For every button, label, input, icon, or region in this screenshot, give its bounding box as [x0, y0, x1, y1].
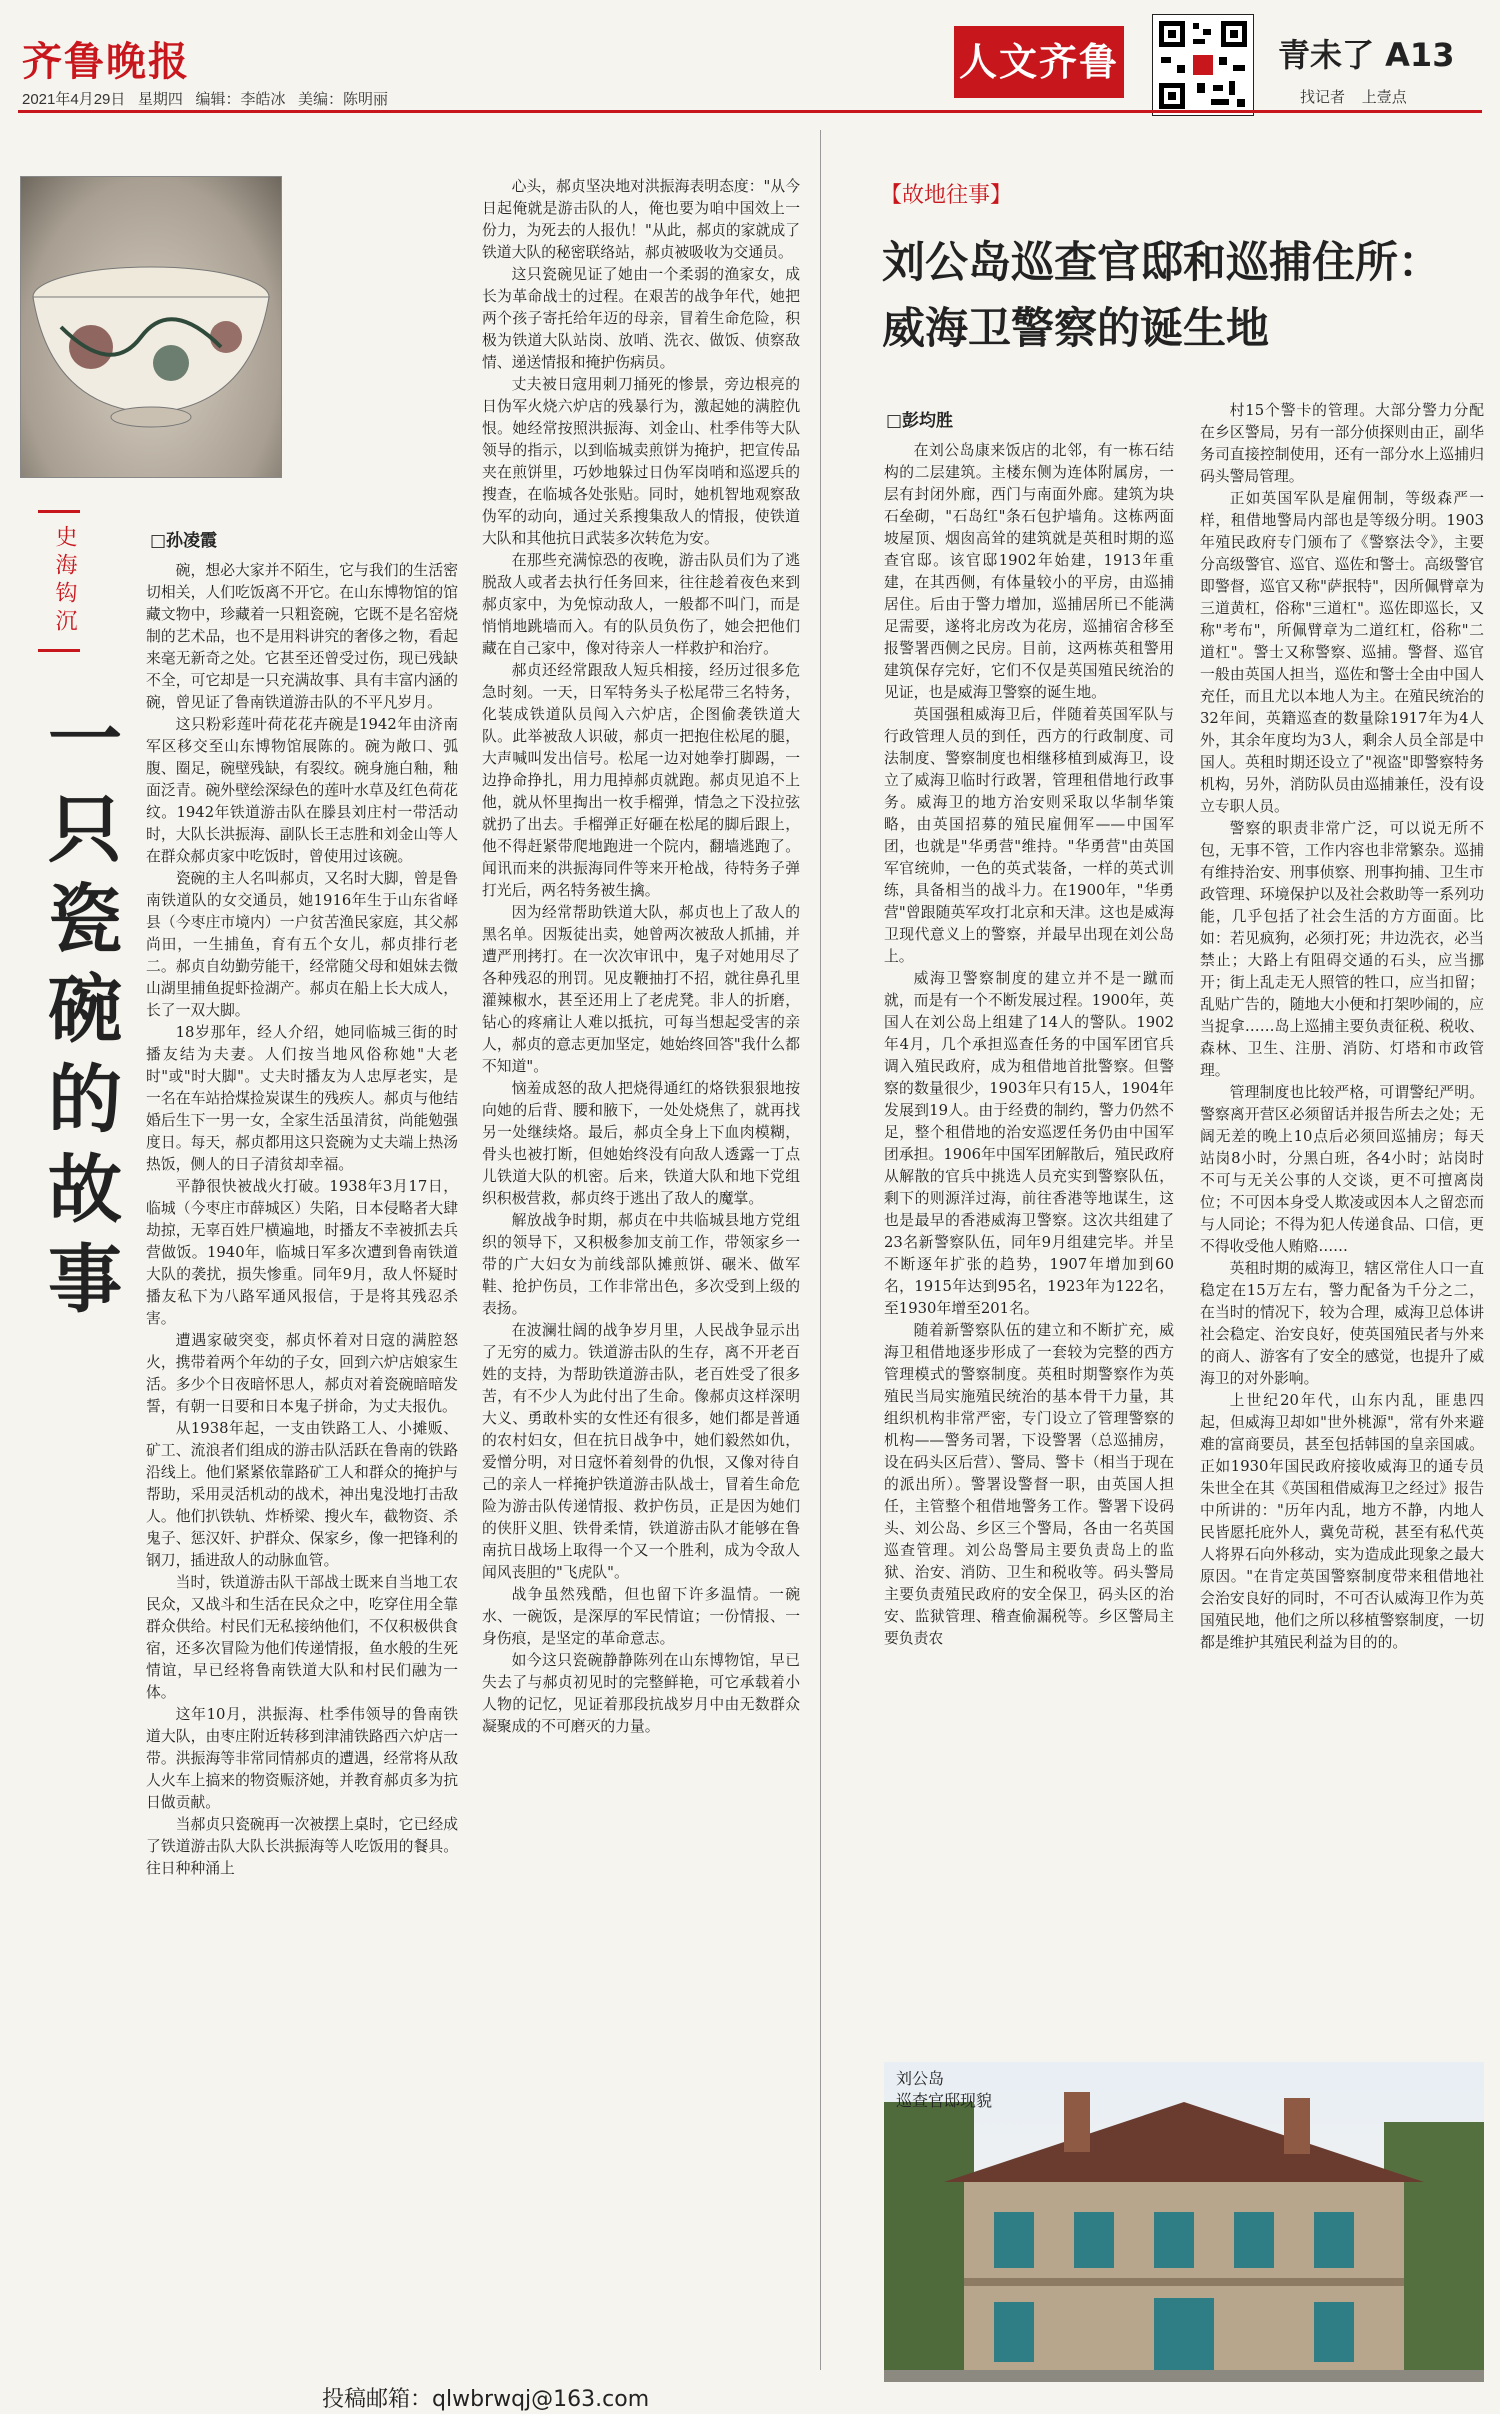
paragraph: 警察的职责非常广泛，可以说无所不包，无事不管，工作内容也非常繁杂。巡捕有维持治安、刑事侦察、刑事拘捕、卫生市政管理、环境保护以及社会救助等一系列功能，几乎包括了社会生活的方方面面。比如：若见疯狗，必须打死；井边洗衣，必当禁止；大路上有阻碍交通的石头，应当挪开；街上乱走无人照管的牲口，应当扣留；乱贴广告的，随地大小便和打架吵闹的，应当捉拿……岛上巡捕主要负责征税、税收、森林、卫生、注册、消防、灯塔和市政管理。 — [1200, 820, 1484, 1079]
title-line-2: 威海卫警察的诞生地 — [882, 304, 1269, 354]
caption-line-2: 巡查官邸现貌 — [896, 2091, 993, 2110]
paragraph: 如今这只瓷碗静静陈列在山东博物馆，早已失去了与郝贞初见时的完整鲜艳，可它承载着小人物的记忆，见证着那段抗战岁月中由无数群众凝聚成的不可磨灭的力量。 — [482, 1652, 800, 1735]
dateline — [22, 88, 388, 109]
right-article-column-2 — [1200, 400, 1484, 1654]
paragraph: 在波澜壮阔的战争岁月里，人民战争显示出了无穷的威力。铁道游击队的生存，离不开老百姓的支持，为帮助铁道游击队，老百姓受了很多苦，有不少人为此付出了生命。像郝贞这样深明大义、勇敢朴实的女性还有很多，她们都是普通的农村妇女，但在抗日战争中，她们毅然如仇，爱憎分明，对日寇怀着刻骨的仇恨，又像对待自己的亲人一样掩护铁道游击队战士，冒着生命危险为游击队传递情报、救护伤员，正是因为她们的侠肝义胆、铁骨柔情，铁道游击队才能够在鲁南抗日战场上取得一个又一个胜利，成为令敌人闻风丧胆的"飞虎队"。 — [482, 1322, 800, 1581]
paragraph: 英国强租威海卫后，伴随着英国军队与行政管理人员的到任，西方的行政制度、司法制度、警察制度也相继移植到威海卫，设立了威海卫临时行政署，管理租借地行政事务。威海卫的地方治安则采取以华制华策略，由英国招募的殖民雇佣军——中国军团，也就是"华勇营"维持。"华勇营"由英国军官统帅，一色的英式装备，一样的英式训练，具备相当的战斗力。在1900年，"华勇营"曾跟随英军攻打北京和天津。这也是威海卫现代意义上的警察，并最早出现在刘公岛上。 — [884, 706, 1174, 965]
qr-code-icon[interactable] — [1152, 14, 1254, 116]
left-article-column-1 — [146, 560, 458, 1880]
porcelain-bowl-photo — [20, 176, 282, 478]
caption-line-1: 刘公岛 — [896, 2069, 945, 2088]
weekday: 星期四 — [137, 91, 183, 108]
author-byline-right: □彭均胜 — [886, 411, 954, 431]
designer: 美编：陈明丽 — [297, 91, 388, 108]
title-line-1: 刘公岛巡查官邸和巡捕住所： — [882, 238, 1441, 288]
submission-email[interactable]: 投稿邮箱：qlwbrwqj@163.com — [322, 2387, 650, 2412]
paragraph: 这只粉彩莲叶荷花花卉碗是1942年由济南军区移交至山东博物馆展陈的。碗为敞口、弧腹、圈足，碗壁残缺，有裂纹。碗身施白釉，釉面泛青。碗外壁绘深绿色的莲叶水草及红色荷花纹。1942年铁道游击队在滕县刘庄村一带活动时，大队长洪振海、副队长王志胜和刘金山等人在群众郝贞家中吃饭时，曾使用过该碗。 — [146, 716, 458, 865]
paragraph: 碗，想必大家并不陌生，它与我们的生活密切相关，人们吃饭离不开它。在山东博物馆的馆藏文物中，珍藏着一只粗瓷碗，它既不是名窑烧制的艺术品，也不是用料讲究的奢侈之物，看起来毫无新奇之处。它甚至还曾受过伤，现已残缺不全，可它却是一只充满故事、具有丰富内涵的碗，曾见证了鲁南铁道游击队的不平凡岁月。 — [146, 562, 458, 711]
article-title: 一只瓷碗的故事 — [36, 700, 122, 1330]
paragraph: 上世纪20年代，山东内乱，匪患四起，但威海卫却如"世外桃源"，常有外来避难的富商要员，甚至包括韩国的皇亲国戚。正如1930年国民政府接收威海卫的通专员朱世全在其《英国租借威海卫之经过》报告中所讲的："历年内乱，地方不静，内地人民皆愿托庇外人，冀免苛税，甚至有私代英人将界石向外移动，实为造成此现象之最大原因。"在肯定英国警察制度带来租借地社会治安良好的同时，不可否认威海卫作为英国殖民地，他们之所以移植警察制度，一切都是维护其殖民利益为目的的。 — [1200, 1392, 1484, 1651]
paragraph: 这只瓷碗见证了她由一个柔弱的渔家女，成长为革命战士的过程。在艰苦的战争年代，她把两个孩子寄托给年迈的母亲，冒着生命危险，积极为铁道大队站岗、放哨、洗衣、做饭、侦察敌情、递送情报和掩护伤病员。 — [482, 266, 800, 371]
section-title: 人文齐鲁 — [954, 26, 1124, 98]
paragraph: 在刘公岛康来饭店的北邻，有一栋石结构的二层建筑。主楼东侧为连体附属房，一层有封闭外廊，西门与南面外廊。建筑为块石垒砌，"石岛红"条石包护墙角。这栋两面坡屋顶、烟囱高耸的建筑就是英租时期的巡查官邸。该官邸1902年始建，1913年重建，在其西侧，有体量较小的平房，由巡捕居住。后由于警力增加，巡捕居所已不能满足需要，遂将北房改为花房，巡捕宿舍移至报警署西侧之民房。目前，这两栋英租警用建筑保存完好，它们不仅是英国殖民统治的见证，也是威海卫警察的诞生地。 — [884, 442, 1174, 701]
paragraph: 瓷碗的主人名叫郝贞，又名时大脚，曾是鲁南铁道队的女交通员，她1916年生于山东省峄县（今枣庄市境内）一户贫苦渔民家庭，其父郝尚田，一生捕鱼，育有五个女儿，郝贞排行老二。郝贞自幼勤劳能干，经常随父母和姐妹去微山湖里捕鱼捉虾捡湖产。郝贞在船上长大成人，长了一双大脚。 — [146, 870, 458, 1019]
staff-line: 找记者 上壹点 — [1300, 88, 1407, 106]
paragraph: 随着新警察队伍的建立和不断扩充，威海卫租借地逐步形成了一套较为完整的西方管理模式的警察制度。英租时期警察作为英殖民当局实施殖民统治的基本骨干力量，其组织机构非常严密，专门设立了管理警察的机构——警务司署，下设警署（总巡捕房，设在码头区后营）、警局、警卡（相当于现在的派出所）。警署设警督一职，由英国人担任，主管整个租借地警务工作。警署下设码头、刘公岛、乡区三个警局，各由一名英国巡查管理。刘公岛警局主要负责岛上的监狱、治安、消防、卫生和税收等。码头警局主要负责殖民政府的安全保卫，码头区的治安、监狱管理、稽查偷漏税等。乡区警局主要负责农 — [884, 1322, 1174, 1647]
paragraph: 当时，铁道游击队干部战士既来自当地工农民众，又战斗和生活在民众之中，吃穿住用全靠群众供给。村民们无私接纳他们，不仅积极供食宿，还多次冒险为他们传递情报，鱼水般的生死情谊，早已经将鲁南铁道大队和村民们融为一体。 — [146, 1574, 458, 1701]
right-article-column-1 — [884, 440, 1174, 1650]
paragraph: 在那些充满惊恐的夜晚，游击队员们为了逃脱敌人或者去执行任务回来，往往趁着夜色来到郝贞家中，为免惊动敌人，一般都不叫门，而是悄悄地跳墙而入。有的队员负伤了，她会把他们藏在自己家中，像对待亲人一样救护和治疗。 — [482, 552, 800, 657]
date: 2021年4月29日 — [22, 91, 126, 108]
photo-caption — [896, 2068, 992, 2112]
left-article-column-2 — [482, 176, 800, 1738]
paragraph: 心头，郝贞坚决地对洪振海表明态度："从今日起俺就是游击队的人，俺也要为咱中国效上一份力，为死去的人报仇！"从此，郝贞的家就成了铁道大队的秘密联络站，郝贞被吸收为交通员。 — [482, 178, 800, 261]
column-tag: 史海钩沉 — [38, 510, 80, 652]
qr-label: 青未了 — [1278, 36, 1375, 74]
paragraph: 恼羞成怒的敌人把烧得通红的烙铁狠狠地按向她的后背、腰和腋下，一处处烧焦了，就再找另一处继续烙。最后，郝贞全身上下血肉模糊，骨头也被打断，但她始终没有向敌人透露一丁点儿铁道大队的机密。后来，铁道大队和地下党组织积极营救，郝贞终于逃出了敌人的魔掌。 — [482, 1080, 800, 1207]
paragraph: 战争虽然残酷，但也留下许多温情。一碗水、一碗饭，是深厚的军民情谊；一份情报、一身伤痕，是坚定的革命意志。 — [482, 1586, 800, 1647]
column-tag-right: 【故地往事】 — [880, 183, 1013, 208]
paragraph: 当郝贞只瓷碗再一次被摆上桌时，它已经成了铁道游击队大队长洪振海等人吃饭用的餐具。往日种种涌上 — [146, 1816, 458, 1877]
paragraph: 解放战争时期，郝贞在中共临城县地方党组织的领导下，又积极参加支前工作，带领家乡一带的广大妇女为前线部队摊煎饼、碾米、做军鞋、抢护伤员，工作非常出色，多次受到上级的表扬。 — [482, 1212, 800, 1317]
paragraph: 遭遇家破突变，郝贞怀着对日寇的满腔怒火，携带着两个年幼的子女，回到六炉店娘家生活。多少个日夜暗怀思人，郝贞对着瓷碗暗暗发誓，有朝一日要和日本鬼子拼命，为丈夫报仇。 — [146, 1332, 458, 1415]
page-label — [1278, 30, 1454, 76]
editor: 编辑：李皓冰 — [195, 91, 286, 108]
paragraph: 18岁那年，经人介绍，她同临城三街的时播友结为夫妻。人们按当地风俗称她"大老时"或"时大脚"。丈夫时播友为人忠厚老实，是一名在车站拾煤捡炭谋生的残疾人。郝贞与他结婚后生下一男一女，全家生活虽清贫，尚能勉强度日。每天，郝贞都用这只瓷碗为丈夫端上热汤热饭，侧人的日子清贫却幸福。 — [146, 1024, 458, 1173]
paragraph: 郝贞还经常跟敌人短兵相接，经历过很多危急时刻。一天，日军特务头子松尾带三名特务，化装成铁道队员闯入六炉店，企图偷袭铁道大队。此举被敌人识破，郝贞一把抱住松尾的腿，大声喊叫发出信号。松尾一边对她拳打脚踢，一边挣命挣扎，用力甩掉郝贞就跑。郝贞见追不上他，就从怀里掏出一枚手榴弹，情急之下没拉弦就扔了出去。手榴弹正好砸在松尾的脚后跟上，他不得赶紧带爬地跑进一个院内，翻墙逃跑了。闻讯而来的洪振海同件等来开枪战，待特务子弹打光后，两名特务被生擒。 — [482, 662, 800, 899]
newspaper-logo: 齐鲁晚报 — [22, 38, 190, 85]
page-number: A13 — [1385, 36, 1455, 74]
paragraph: 这年10月，洪振海、杜季伟领导的鲁南铁道大队，由枣庄附近转移到津浦铁路西六炉店一带。洪振海等非常同情郝贞的遭遇，经常将从敌人火车上搞来的物资赈济她，并教育郝贞多为抗日做贡献。 — [146, 1706, 458, 1811]
paragraph: 村15个警卡的管理。大部分警力分配在乡区警局，另有一部分侦探则由正，副华务司直接控制使用，还有一部分水上巡捕归码头警局管理。 — [1200, 402, 1484, 485]
paragraph: 从1938年起，一支由铁路工人、小摊贩、矿工、流浪者们组成的游击队活跃在鲁南的铁路沿线上。他们紧紧依靠路矿工人和群众的掩护与帮助，采用灵活机动的战术，神出鬼没地打击敌人。他们扒铁轨、炸桥梁、搜火车，截物资、杀鬼子、惩汉奸、护群众、保家乡，像一把锋利的钢刀，插进敌人的动脉血管。 — [146, 1420, 458, 1569]
page-divider — [820, 130, 821, 2370]
paragraph: 管理制度也比较严格，可谓警纪严明。警察离开营区必须留话并报告所去之处；无阔无差的晚上10点后必须回巡捕房；每天站岗8小时，分黑白班，各4小时；站岗时不可与无关公事的人交谈，更不可擅离岗位；不可因本身受人欺凌或因本人之留恋而与人同论；不得为犯人传递食品、口信，更不得收受他人贿赂…… — [1200, 1084, 1484, 1255]
paragraph: 丈夫被日寇用刺刀捅死的惨景，旁边根亮的日伪军火烧六炉店的残暴行为，激起她的满腔仇恨。她经常按照洪振海、刘金山、杜季伟等大队领导的指示，以到临城卖煎饼为掩护，把宣传品夹在煎饼里，巧妙地躲过日伪军岗哨和巡逻兵的搜查，在临城各处张贴。同时，她机智地观察敌伪军的动向，通过关系搜集敌人的情报，使铁道大队和其他抗日武装多次转危为安。 — [482, 376, 800, 547]
paragraph: 威海卫警察制度的建立并不是一蹴而就，而是有一个不断发展过程。1900年，英国人在刘公岛上组建了14人的警队。1902年4月，几个承担巡查任务的中国军团官兵调入殖民政府，成为租借地首批警察。但警察的数量很少，1903年只有15人，1904年发展到19人。由于经费的制约，警力仍然不足，整个租借地的治安巡逻任务仍由中国军团承担。1906年中国军团解散后，殖民政府从解散的官兵中挑选人员充实到警察队伍，剩下的则源洋过海，前往香港等地谋生，这也是最早的香港威海卫警察。这次共组建了23名新警察队伍，同年9月组建完毕。并呈不断逐年扩张的趋势，1907年增加到60名，1915年达到95名，1923年为122名，至1930年增至201名。 — [884, 970, 1174, 1317]
paragraph: 平静很快被战火打破。1938年3月17日，临城（今枣庄市薛城区）失陷，日本侵略者大肆劫掠，无辜百姓尸横遍地，时播友不幸被抓去兵营做饭。1940年，临城日军多次遭到鲁南铁道大队的袭扰，损失惨重。同年9月，敌人怀疑时播友私下为八路军通风报信，于是将其残忍杀害。 — [146, 1178, 458, 1327]
header-rule — [18, 110, 1482, 113]
paragraph: 因为经常帮助铁道大队，郝贞也上了敌人的黑名单。因叛徒出卖，她曾两次被敌人抓捕，并遭严刑拷打。在一次次审讯中，鬼子对她用尽了各种残忍的刑罚。见皮鞭抽打不招，就往鼻孔里灌辣椒水，甚至还用上了老虎凳。非人的折磨，钻心的疼痛让人难以抵抗，可每当想起受害的亲人，郝贞的意志更加坚定，她始终回答"我什么都不知道"。 — [482, 904, 800, 1075]
paragraph: 英租时期的威海卫，辖区常住人口一直稳定在15万左右，警力配备为千分之二，在当时的情况下，较为合理，威海卫总体讲社会稳定、治安良好，使英国殖民者与外来的商人、游客有了安全的感觉，也提升了威海卫的对外影响。 — [1200, 1260, 1484, 1387]
author-byline: □孙凌霞 — [150, 531, 218, 551]
article-title-right — [882, 230, 1482, 362]
paragraph: 正如英国军队是雇佣制，等级森严一样，租借地警局内部也是等级分明。1903年殖民政府专门颁布了《警察法令》，主要分高级警官、巡官、巡佐和警士。高级警官即警督，巡官又称"萨抿特"，因所佩臂章为三道黄杠，俗称"三道杠"。巡佐即巡长，又称"考布"，所佩臂章为二道红杠，俗称"二道杠"。警士又称警察、巡捕。警督、巡官一般由英国人担当，巡佐和警士全由中国人充任，而且尤以本地人为主。在殖民统治的32年间，英籍巡查的数量除1917年为4人外，其余年度均为3人，剩余人员全部是中国人。英租时期还设立了"视盗"即警察特务机构，另外，消防队员由巡捕兼任，没有设立专职人员。 — [1200, 490, 1484, 815]
